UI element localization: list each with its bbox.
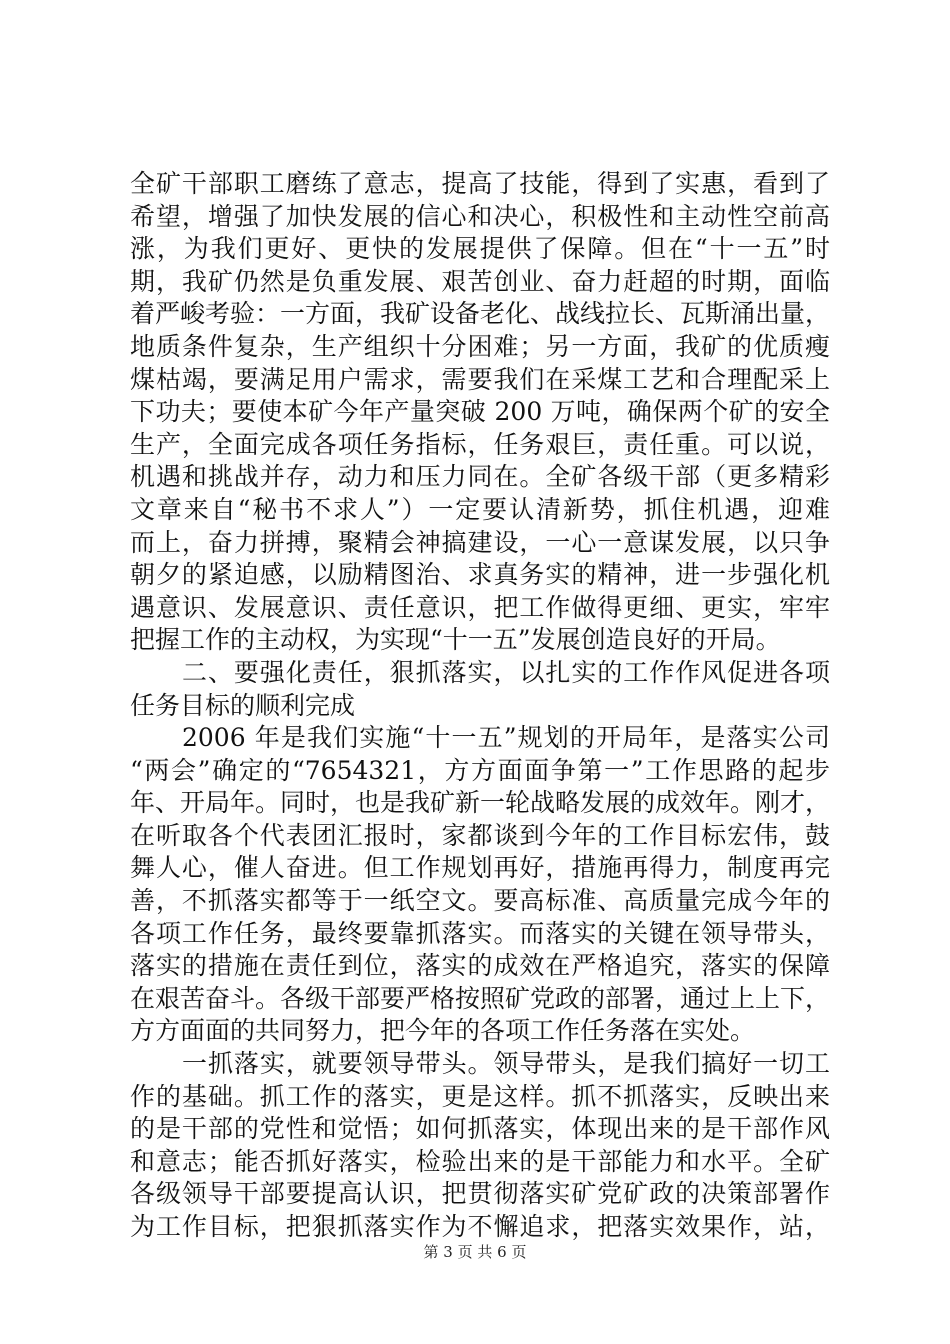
- text-line: 落实的措施在责任到位，落实的成效在严格追究，落实的保障: [130, 951, 830, 981]
- text-line: 舞人心，催人奋进。但工作规划再好，措施再得力，制度再完: [130, 853, 830, 883]
- text-line: 遇意识、发展意识、责任意识，把工作做得更细、更实，牢牢: [130, 592, 830, 622]
- text-line: 和意志；能否抓好落实，检验出来的是干部能力和水平。全矿: [130, 1146, 830, 1176]
- text-line: 一抓落实，就要领导带头。领导带头，是我们搞好一切工: [182, 1049, 830, 1079]
- text-line: 全矿干部职工磨练了意志，提高了技能，得到了实惠，看到了: [130, 169, 830, 198]
- text-line: 而上，奋力拼搏，聚精会神搞建设，一心一意谋发展，以只争: [130, 527, 830, 557]
- text-line: “两会”确定的“7654321，方方面面争第一”工作思路的起步: [130, 755, 830, 785]
- text-line: 年、开局年。同时，也是我矿新一轮战略发展的成效年。刚才，: [130, 788, 831, 818]
- text-line: 为工作目标，把狠抓落实作为不懈追求，把落实效果作，站，: [130, 1212, 830, 1241]
- text-line: 善，不抓落实都等于一纸空文。要高标准、高质量完成今年的: [130, 886, 830, 916]
- text-line: 期，我矿仍然是负重发展、艰苦创业、奋力赶超的时期，面临: [130, 266, 830, 296]
- document-body: [130, 168, 830, 1244]
- text-line: 涨，为我们更好、更快的发展提供了保障。但在“十一五”时: [130, 234, 830, 264]
- text-line: 的是干部的党性和觉悟；如何抓落实，体现出来的是干部作风: [130, 1114, 830, 1144]
- text-line: 生产，全面完成各项任务指标，任务艰巨，责任重。可以说，: [130, 429, 830, 459]
- text-line: 煤枯竭，要满足用户需求，需要我们在采煤工艺和合理配采上: [130, 364, 830, 394]
- text-line: 地质条件复杂，生产组织十分困难；另一方面，我矿的优质瘦: [130, 331, 830, 361]
- text-line: 机遇和挑战并存，动力和压力同在。全矿各级干部（更多精彩: [130, 462, 830, 492]
- text-line: 2006 年是我们实施“十一五”规划的开局年，是落实公司: [182, 723, 830, 753]
- text-line: 文章来自“秘书不求人”）一定要认清新势，抓住机遇，迎难: [130, 494, 830, 524]
- text-line: 着严峻考验：一方面，我矿设备老化、战线拉长、瓦斯涌出量，: [130, 299, 831, 329]
- text-line: 各项工作任务，最终要靠抓落实。而落实的关键在领导带头，: [130, 918, 830, 948]
- text-line: 作的基础。抓工作的落实，更是这样。抓不抓落实，反映出来: [130, 1081, 830, 1111]
- text-line: 在艰苦奋斗。各级干部要严格按照矿党政的部署，通过上上下，: [130, 983, 831, 1013]
- text-line: 希望，增强了加快发展的信心和决心，积极性和主动性空前高: [130, 201, 830, 231]
- text-line: 朝夕的紧迫感，以励精图治、求真务实的精神，进一步强化机: [130, 560, 830, 590]
- text-line: 方方面面的共同努力，把今年的各项工作任务落在实处。: [130, 1016, 756, 1046]
- text-line: 下功夫；要使本矿今年产量突破 200 万吨，确保两个矿的安全: [130, 397, 830, 427]
- text-line: 在听取各个代表团汇报时，家都谈到今年的工作目标宏伟，鼓: [130, 820, 830, 850]
- text-line: 把握工作的主动权，为实现“十一五”发展创造良好的开局。: [130, 625, 781, 655]
- page-number-footer: 第 3 页 共 6 页: [423, 1243, 527, 1261]
- text-line: 各级领导干部要提高认识，把贯彻落实矿党矿政的决策部署作: [130, 1179, 830, 1209]
- section-heading-line: 任务目标的顺利完成: [130, 690, 356, 720]
- section-heading-line: 二、要强化责任，狠抓落实，以扎实的工作作风促进各项: [182, 657, 830, 687]
